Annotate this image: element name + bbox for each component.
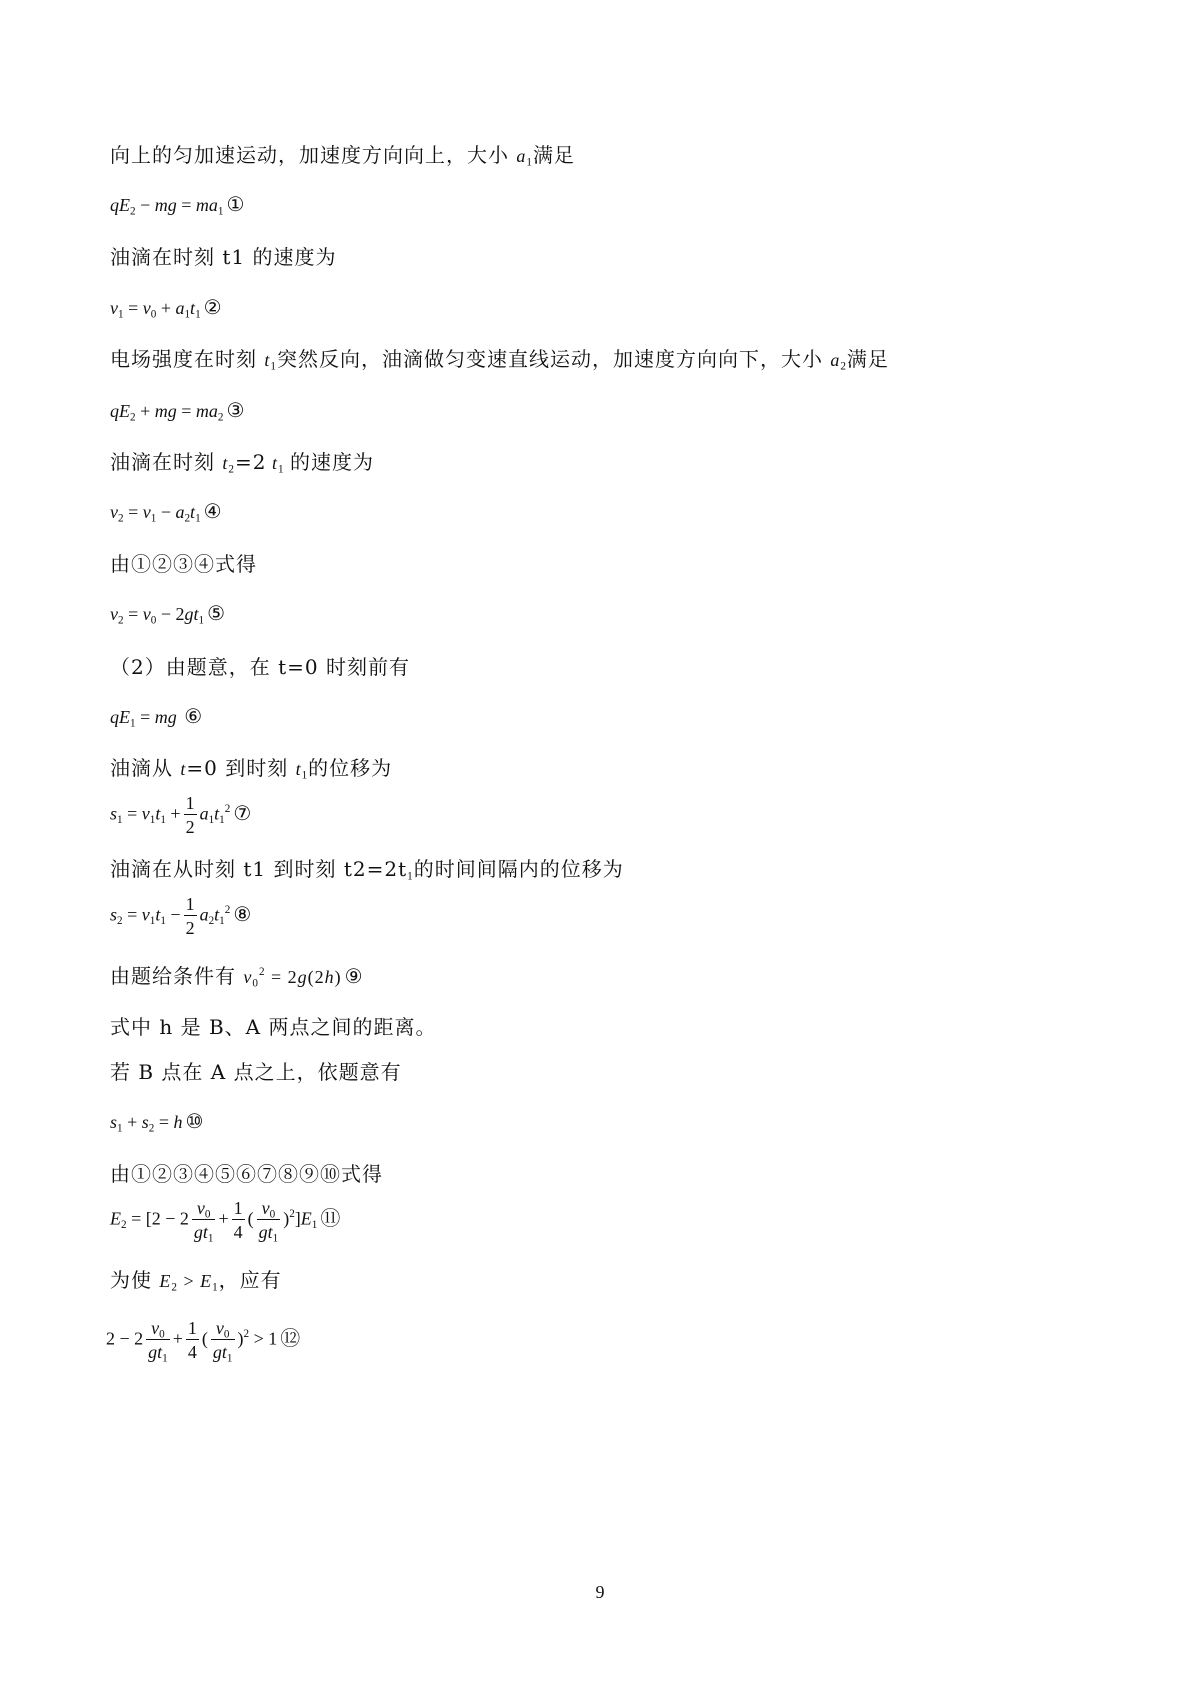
text-line-15: 油滴在从时刻 t1 到时刻 $t2=2t_1$的时间间隔内的位移为 xyxy=(110,857,624,883)
equation-8: $s_2 = v_1t_1$ − $\frac{1}{2}$ $a_2t_1^2$ ⑧ xyxy=(110,894,252,938)
text-line-1: 向上的匀加速运动，加速度方向向上，大小 $a_1$满足 xyxy=(110,143,575,169)
text-line-21: 由①②③④⑤⑥⑦⑧⑨⑩式得 xyxy=(110,1162,383,1186)
equation-4: $v_2 = v_1 - a_2t_1$ ④ xyxy=(110,501,222,525)
text-line-17: 由题给条件有 $v_0^2 = 2g(2h)$ ⑨ xyxy=(110,964,364,990)
text-line-13: 油滴从 t=0 到时刻 $t_1$的位移为 xyxy=(110,756,393,782)
equation-5: $v_2 = v_0 - 2gt_1$ ⑤ xyxy=(110,603,225,627)
equation-10: $s_1 + s_2 = h$ ⑩ xyxy=(110,1111,204,1135)
text-line-5: 电场强度在时刻 $t_1$突然反向，油滴做匀变速直线运动，加速度方向向下，大小 $a_2$满足 xyxy=(110,347,889,373)
text-line-23: 为使 $E_2 > E_1$，应有 xyxy=(110,1268,282,1294)
text-line-18: 式中 h 是 B、A 两点之间的距离。 xyxy=(110,1015,437,1039)
text-line-7: 油滴在时刻 $t_2=2$ $t_1$ 的速度为 xyxy=(110,450,375,476)
equation-1: $qE_2$ − mg = $ma_1$ ① xyxy=(110,194,245,218)
equation-3: $qE_2$ + mg = $ma_2$ ③ xyxy=(110,400,245,424)
equation-12: 2 − 2 $\frac{v_0}{gt_1}$ + $\frac{1}{4}$ ( $\frac{v_0}{gt_1}$ )$^2$ > 1 ⑫ xyxy=(106,1318,301,1365)
page-number: 9 xyxy=(595,1582,605,1602)
equation-7: $s_1 = v_1t_1$ + $\frac{1}{2}$ $a_1t_1^2$ ⑦ xyxy=(110,793,252,837)
equation-11: $E_2 = [2 - 2$ $\frac{v_0}{gt_1}$ + $\frac{1}{4}$ ( $\frac{v_0}{gt_1}$ )$^2]E_1$ ⑪ xyxy=(110,1198,341,1245)
text-line-9: 由①②③④式得 xyxy=(110,552,257,576)
text-line-3: 油滴在时刻 t1 的速度为 xyxy=(110,245,337,269)
equation-6: $qE_1$ = mg ⑥ xyxy=(110,706,203,730)
text-line-19: 若 B 点在 A 点之上，依题意有 xyxy=(110,1060,402,1084)
equation-2: $v_1 = v_0 + a_1t_1$ ② xyxy=(110,297,222,321)
text-line-11: （2）由题意，在 t=0 时刻前有 xyxy=(110,655,410,679)
